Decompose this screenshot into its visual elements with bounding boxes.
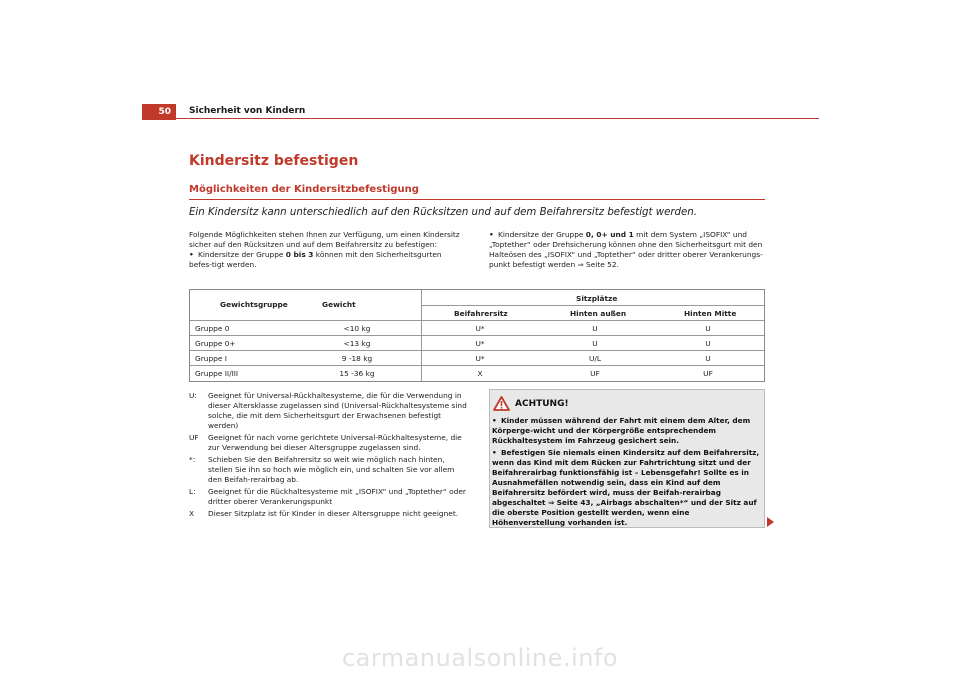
warning-bullet-1-text: Kinder müssen während der Fahrt mit einem dem Alter, dem Körperge-wicht und der Körpergröße entsprechendem Rückhaltesystem im Fahrzeug gesichert sein. [492,416,751,445]
table-cell-rear-middle: U [705,324,711,333]
warning-bullet-2 [492,448,764,528]
legend-key: U: [189,391,197,400]
legend-key: *: [189,455,196,464]
legend-item [189,487,469,507]
bullet-item-2 [489,230,765,270]
legend-text: Geeignet für nach vorne gerichtete Universal-Rückhaltesysteme, die zur Verwendung bei dieser Altersgruppe zugelassen sind. [208,433,462,452]
seat-table [189,289,765,382]
table-cell-passenger: X [477,369,483,378]
page-number [142,104,176,120]
bullet-1-pre: Kindersitze der Gruppe [198,250,286,259]
bullet-1-post: können mit den Sicherheitsgurten befes-tigt werden. [189,250,442,269]
left-column [189,230,464,270]
watermark: carmanualsonline.info [341,644,619,672]
legend-item [189,391,469,431]
table-cell-passenger: U* [475,339,485,348]
table-cell-rear-outer: UF [590,369,600,378]
bullet-2-post: mit dem System „ISOFIX“ und „Toptether“ oder Drehsicherung können ohne den Sicherheitsgurt mit den Halteösen des „ISOFIX“ und „Toptether“ oder dritter oberer Verankerungs-punkt befestigt werden ⇒ Seite 52. [489,230,763,269]
bullet-item-1 [189,250,464,270]
right-column [489,230,765,270]
subsection-rule [189,199,765,200]
warning-triangle-icon [493,396,510,411]
th-seats: Sitzplätze [576,294,618,303]
legend [189,391,469,521]
header-title: Sicherheit von Kindern [189,106,306,116]
th-rear-outer: Hinten außen [570,309,627,318]
table-cell-group: Gruppe II/III [195,369,239,378]
legend-item [189,509,469,519]
table-cell-rear-outer: U [592,339,598,348]
bullet-2-pre: Kindersitze der Gruppe [498,230,586,239]
legend-key: UF [189,433,199,442]
table-cell-group: Gruppe 0 [195,324,230,333]
table-cell-weight: 9 -18 kg [341,354,373,363]
table-cell-group: Gruppe I [195,354,227,363]
bullet-icon: • [189,250,194,259]
table-cell-rear-middle: U [705,339,711,348]
legend-key: X [189,509,195,518]
bullet-2-bold: 0, 0+ und 1 [585,230,634,239]
bullet-1-bold: 0 bis 3 [285,250,314,259]
table-cell-weight: 15 -36 kg [339,369,375,378]
table-divider [190,320,764,321]
table-cell-weight: <13 kg [343,339,371,348]
table-cell-rear-middle: U [705,354,711,363]
table-divider [190,365,764,366]
table-cell-weight: <10 kg [343,324,371,333]
legend-item [189,433,469,453]
table-cell-passenger: U* [475,354,485,363]
bullet-icon: • [489,230,494,239]
legend-item [189,455,469,485]
table-divider [190,335,764,336]
legend-text: Dieser Sitzplatz ist für Kinder in dieser Altersgruppe nicht geeignet. [208,509,459,518]
bullet-icon: • [492,416,497,425]
th-group: Gewichtsgruppe [220,300,288,309]
continue-arrow-icon [767,517,774,527]
bullet-icon: • [492,448,497,457]
th-passenger: Beifahrersitz [454,309,508,318]
warning-text [492,416,764,530]
section-title: Kindersitz befestigen [189,153,359,169]
warning-bullet-2-text: Befestigen Sie niemals einen Kindersitz auf dem Beifahrersitz, wenn das Kind mit dem Rücken zur Fahrtrichtung sitzt und der Beifahrerairbag funktionsfähig ist – Lebensgefahr! Sollte es in Ausnahmefällen notwendig sein, dass ein Kind auf dem Beifahrersitz befördert wird, muss der Beifah-rerairbag abgeschaltet ⇒ Seite 43, „Airbags abschalten*“ und der Sitz auf die oberste Position gestellt werden, wenn eine Höhenverstellung vorhanden ist. [492,448,760,527]
intro-text: Ein Kindersitz kann unterschiedlich auf den Rücksitzen und auf dem Beifahrersitz befestigt werden. [189,207,697,218]
table-divider [190,350,764,351]
th-weight: Gewicht [322,300,356,309]
warning-title: ACHTUNG! [515,399,569,409]
th-rear-middle: Hinten Mitte [684,309,737,318]
legend-text: Schieben Sie den Beifahrersitz so weit wie möglich nach hinten, stellen Sie ihn so hoch wie möglich ein, und schalten Sie vor allem den Beifah-rerairbag ab. [208,455,455,484]
legend-text: Geeignet für Universal-Rückhaltesysteme, die für die Verwendung in dieser Altersklasse zugelassen sind (Universal-Rückhaltesysteme sind solche, die mit dem Sicherheitsgurt der Erwachsenen befestigt werden) [208,391,467,430]
page-number-text: 50 [158,107,171,117]
left-paragraph: Folgende Möglichkeiten stehen Ihnen zur Verfügung, um einen Kindersitz sicher auf den Rücksitzen und auf dem Beifahrersitz zu befestigen: [189,230,460,249]
table-cell-rear-outer: U [592,324,598,333]
table-divider [422,305,764,306]
header-rule [176,118,819,119]
table-cell-passenger: U* [475,324,485,333]
legend-key: L: [189,487,196,496]
warning-bullet-1 [492,416,764,446]
table-cell-group: Gruppe 0+ [195,339,236,348]
table-cell-rear-middle: UF [703,369,713,378]
subsection-title: Möglichkeiten der Kindersitzbefestigung [189,184,419,195]
legend-text: Geeignet für die Rückhaltesysteme mit „ISOFIX“ und „Toptether“ oder dritter oberer Verankerungspunkt [208,487,466,506]
table-cell-rear-outer: U/L [588,354,602,363]
